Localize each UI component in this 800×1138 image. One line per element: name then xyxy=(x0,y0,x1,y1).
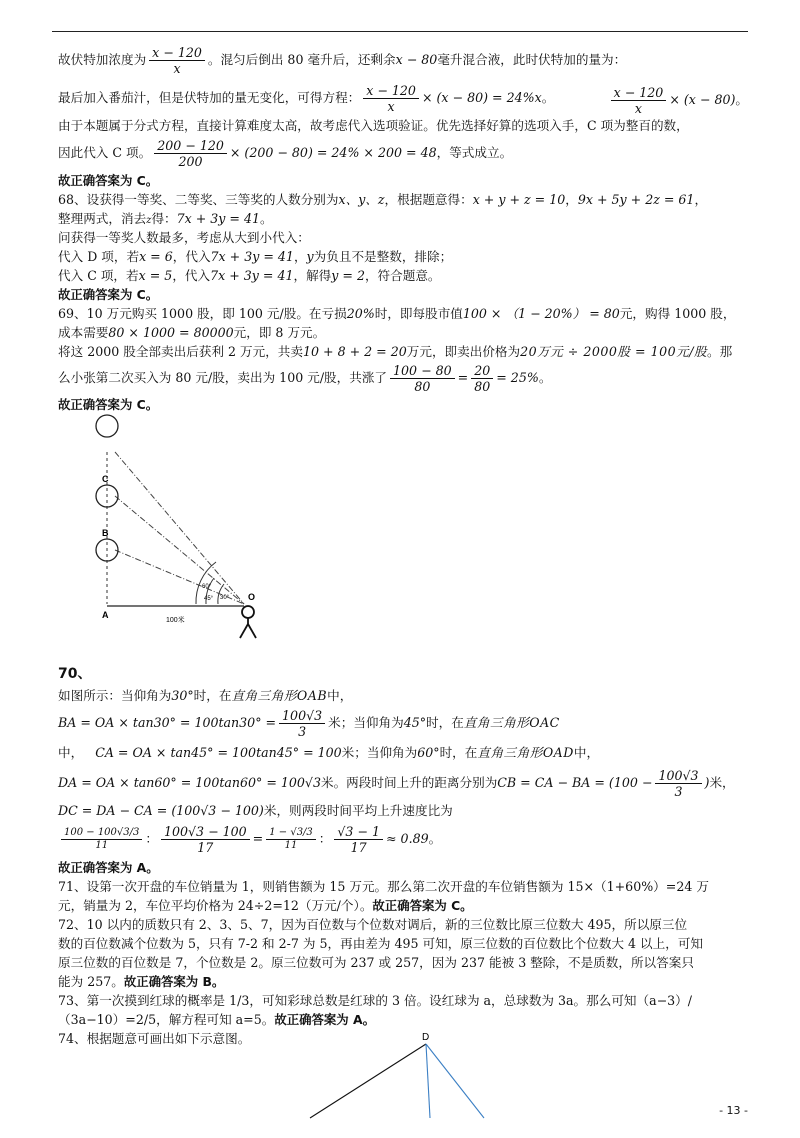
answer-q72: 故正确答案为 B。 xyxy=(123,974,225,989)
equation: 80 × 1000 = 80000 xyxy=(108,325,234,340)
text: ， xyxy=(694,192,708,207)
triangle-name: 直角三角形OAC xyxy=(463,715,560,730)
equals: = xyxy=(457,370,469,385)
text: 中， xyxy=(58,745,84,760)
text: 么小张第二次买入为 80 元/股，卖出为 100 元/股，共涨了 xyxy=(58,370,388,385)
q71-line-2 xyxy=(58,896,748,915)
sight-line-c xyxy=(115,496,244,604)
text: （3a−10）=2/5，解方程可知 a=5。 xyxy=(58,1012,275,1027)
colon: ： xyxy=(145,831,158,846)
q73-line-1: 73、第一次摸到红球的概率是 1/3，可知彩球总数是红球的 3 倍。设红球为 a，总球数为 3a。那么可知（a−3）/ xyxy=(58,993,693,1008)
text: 整理两式，消去 xyxy=(58,211,147,226)
q73-line-2 xyxy=(58,1010,748,1029)
q69-line-4 xyxy=(58,361,748,395)
q71-line-1: 71、设第一次开盘的车位销量为 1，则销售额为 15 万元。那么第二次开盘的车位销售额为 15×（1+60%）=24 万 xyxy=(58,879,709,894)
fraction xyxy=(279,708,325,739)
text: 。那 xyxy=(707,344,733,359)
angle: 45° xyxy=(403,715,427,730)
fraction xyxy=(61,827,142,852)
numerator: 100 − 80 xyxy=(390,363,455,379)
answer-q69: 故正确答案为 C。 xyxy=(58,397,159,412)
text: ，解得 xyxy=(293,268,332,283)
text: 。混匀后倒出 80 毫升后，还剩余 xyxy=(207,52,396,67)
result: = 25% xyxy=(496,370,539,385)
text: ，代入 xyxy=(172,249,211,264)
fraction xyxy=(471,363,493,394)
text: 最后加入番茄汁，但是伏特加的量无变化，可得方程： xyxy=(58,90,361,105)
q70-ratio-line xyxy=(58,820,748,858)
label-b: B xyxy=(102,528,109,538)
expression: x = 6 xyxy=(139,249,173,264)
q72-line-3: 原三位数的百位数是 7，个位数是 2。原三位数可为 237 或 257，因为 237 能被 3 整除，不是质数，所以答案只 xyxy=(58,955,694,970)
observer-head xyxy=(242,606,254,618)
text: 时，在 xyxy=(439,745,478,760)
paren: ) xyxy=(704,775,710,790)
sight-line-d xyxy=(115,452,244,604)
text: 69、10 万元购买 1000 股，即 100 元/股。在亏损 xyxy=(58,306,347,321)
variables: x、y、z xyxy=(338,192,385,207)
denominator: 80 xyxy=(414,379,431,394)
equation: 10 + 8 + 2 = 20 xyxy=(302,344,407,359)
page-content xyxy=(58,40,748,1138)
page-number: - 13 - xyxy=(719,1104,748,1117)
text: 米；当仰角为 xyxy=(341,745,418,760)
expression: x = 5 xyxy=(138,268,173,283)
triangle-name: 直角三角形OAD xyxy=(477,745,574,760)
equation: BA = OA × tan30° = 100tan30° = xyxy=(58,715,277,730)
numerator: √3 − 1 xyxy=(334,824,383,840)
label-angle-30: 30° xyxy=(220,595,230,601)
text: 。 xyxy=(541,90,555,105)
fraction xyxy=(149,45,205,76)
expression: 20% xyxy=(346,306,375,321)
q69-line-3 xyxy=(58,342,748,361)
denominator: 80 xyxy=(474,379,491,394)
text: 将这 2000 股全部卖出后获利 2 万元，共卖 xyxy=(58,344,303,359)
numerator: 100 − 100√3/3 xyxy=(61,827,142,840)
equals: = xyxy=(252,831,264,846)
equation: 7x + 3y = 41 xyxy=(210,268,294,283)
equation: DA = OA × tan60° = 100tan60° = 100√3 xyxy=(58,775,321,790)
numerator: 200 − 120 xyxy=(154,138,227,154)
q69-line-1 xyxy=(58,304,748,323)
balloon-d xyxy=(96,415,118,437)
q68-line-2 xyxy=(58,209,748,228)
q72-line-4 xyxy=(58,972,748,991)
q67-line-3: 由于本题属于分式方程，直接计算难度太高，故考虑代入选项验证。优先选择好算的选项入手，C 项为整百的数， xyxy=(58,118,689,133)
header-rule xyxy=(52,31,748,32)
numerator: 1 − √3/3 xyxy=(266,827,316,840)
q67-line-4 xyxy=(58,135,748,171)
fraction xyxy=(363,83,419,114)
colon: ： xyxy=(318,831,332,846)
triangle-height xyxy=(426,1044,430,1118)
expression: × (x − 80) xyxy=(669,92,736,107)
text: 为负且不是整数，排除； xyxy=(313,249,453,264)
fraction xyxy=(154,138,227,169)
text: 中， xyxy=(327,688,353,703)
fraction xyxy=(266,827,316,852)
q69-line-2 xyxy=(58,323,748,342)
text: ，等式成立。 xyxy=(436,145,513,160)
label-o: O xyxy=(248,592,256,602)
numerator: 20 xyxy=(471,363,493,379)
denominator: x xyxy=(173,61,181,76)
observer-leg-right xyxy=(248,624,256,638)
equation: × (x − 80) = 24%x xyxy=(421,90,542,105)
text: 时，在 xyxy=(193,688,232,703)
variable: z xyxy=(146,215,152,226)
answer-q68: 故正确答案为 C。 xyxy=(58,287,159,302)
text: ， xyxy=(293,249,307,264)
fraction xyxy=(390,363,455,394)
text: 。 xyxy=(538,370,552,385)
answer-q67: 故正确答案为 C。 xyxy=(58,173,159,188)
text: ，符合题意。 xyxy=(364,268,441,283)
answer-q71: 故正确答案为 C。 xyxy=(372,898,473,913)
text: ， xyxy=(565,192,578,207)
text: ，根据题意得： xyxy=(384,192,473,207)
text: 68、设获得一等奖、二等奖、三等奖的人数分别为 xyxy=(58,192,339,207)
text: 米，则两段时间平均上升速度比为 xyxy=(263,803,453,818)
text: 代入 C 项，若 xyxy=(58,268,139,283)
text: 中， xyxy=(573,745,600,760)
q68-line-5 xyxy=(58,266,748,285)
numerator: x − 120 xyxy=(611,85,667,101)
equation: CB = CA − BA = (100 − xyxy=(497,775,653,790)
text: 。 xyxy=(428,831,442,846)
q70-line-1 xyxy=(58,686,748,705)
denominator: 11 xyxy=(284,840,298,851)
numerator: 100√3 xyxy=(279,708,325,724)
text: 毫升混合液，此时伏特加的量为： xyxy=(437,52,627,67)
elevation-diagram xyxy=(58,414,298,662)
q70-line-3 xyxy=(58,741,748,765)
text: 如图所示：当仰角为 xyxy=(58,688,172,703)
numerator: 100√3 xyxy=(655,768,701,784)
text: 米；当仰角为 xyxy=(328,715,404,730)
label-distance: 100米 xyxy=(166,617,185,624)
text: 米， xyxy=(709,775,735,790)
text: 时，在 xyxy=(426,715,464,730)
equation: × (200 − 80) = 24% × 200 = 48 xyxy=(229,145,437,160)
text: 故伏特加浓度为 xyxy=(58,52,147,67)
figure-70 xyxy=(58,414,748,662)
angle: 60° xyxy=(417,745,440,760)
fraction xyxy=(334,824,383,855)
q72-line-1: 72、10 以内的质数只有 2、3、5、7，因为百位数与个位数对调后，新的三位数比原三位数大 495，所以原三位 xyxy=(58,917,688,932)
text: 得： xyxy=(151,211,177,226)
denominator: 11 xyxy=(95,840,109,851)
equation: x + y + z = 10 xyxy=(472,192,566,207)
equation: 20万元 ÷ 2000股 = 100元/股 xyxy=(520,344,708,359)
denominator: 17 xyxy=(350,840,367,855)
q74-line-1: 74、根据题意可画出如下示意图。 xyxy=(58,1031,251,1046)
denominator: 3 xyxy=(674,784,683,799)
variable: y xyxy=(306,249,314,264)
q68-line-1 xyxy=(58,190,748,209)
denominator: 200 xyxy=(178,154,203,169)
fraction xyxy=(161,824,250,855)
q70-line-4 xyxy=(58,765,748,801)
equation: DC = DA − CA = (100√3 − 100) xyxy=(58,803,264,818)
label-angle-45: 45° xyxy=(204,596,214,602)
denominator: x xyxy=(634,101,643,116)
numerator: 100√3 − 100 xyxy=(161,824,250,840)
numerator: x − 120 xyxy=(149,45,205,61)
text: 代入 D 项，若 xyxy=(58,249,140,264)
q70-line-5 xyxy=(58,801,748,820)
triangle-side-left xyxy=(310,1044,426,1118)
text: 元，即 8 万元。 xyxy=(233,325,326,340)
equation: CA = OA × tan45° = 100tan45° = 100 xyxy=(95,745,342,760)
equation: 7x + 3y = 41 xyxy=(210,249,294,264)
text: 。 xyxy=(260,211,273,226)
fraction xyxy=(611,85,667,116)
angle: 30° xyxy=(171,688,194,703)
text: 元，销量为 2，车位平均价格为 24÷2=12（万元/个）。 xyxy=(58,898,373,913)
text: ，代入 xyxy=(172,268,211,283)
equation: 100 × （1 − 20%） = 80 xyxy=(462,306,620,321)
observer-leg-left xyxy=(240,624,248,638)
text: 能为 257。 xyxy=(58,974,124,989)
answer-q73: 故正确答案为 A。 xyxy=(274,1012,375,1027)
label-c: C xyxy=(102,474,109,484)
denominator: 3 xyxy=(298,724,307,739)
triangle-name: 直角三角形OAB xyxy=(231,688,328,703)
denominator: x xyxy=(387,99,395,114)
fraction xyxy=(655,768,701,799)
text: 时，即每股市值 xyxy=(374,306,463,321)
text: 万元，即卖出价格为 xyxy=(406,344,521,359)
q68-line-3: 问获得一等奖人数最多，考虑从大到小代入： xyxy=(58,230,310,245)
expression: x − 80 xyxy=(395,52,438,67)
text: 因此代入 C 项。 xyxy=(58,145,152,160)
label-angle-60: 60° xyxy=(202,584,212,590)
triangle-side-right xyxy=(426,1044,484,1118)
text: 。 xyxy=(735,92,748,107)
q72-line-2: 数的百位数减个位数为 5，只有 7-2 和 2-7 为 5，再由差为 495 可知，原三位数的百位数比个位数大 4 以上，可知 xyxy=(58,936,704,951)
equation: 7x + 3y = 41 xyxy=(176,211,261,226)
triangle-diagram xyxy=(308,1030,568,1120)
q70-number: 70、 xyxy=(58,666,92,682)
q68-line-4 xyxy=(58,247,748,266)
expression: y = 2 xyxy=(331,268,365,283)
equation: 9x + 5y + 2z = 61 xyxy=(577,192,695,207)
text: 成本需要 xyxy=(58,325,109,340)
label-d: D xyxy=(422,1032,430,1043)
numerator: x − 120 xyxy=(363,83,419,99)
text: 米。两段时间上升的距离分别为 xyxy=(320,775,498,790)
answer-q70: 故正确答案为 A。 xyxy=(58,860,159,875)
label-a: A xyxy=(102,610,109,620)
denominator: 17 xyxy=(197,840,214,855)
result: ≈ 0.89 xyxy=(386,831,429,846)
text: 元，购得 1000 股， xyxy=(619,306,736,321)
q70-line-2 xyxy=(58,705,748,741)
